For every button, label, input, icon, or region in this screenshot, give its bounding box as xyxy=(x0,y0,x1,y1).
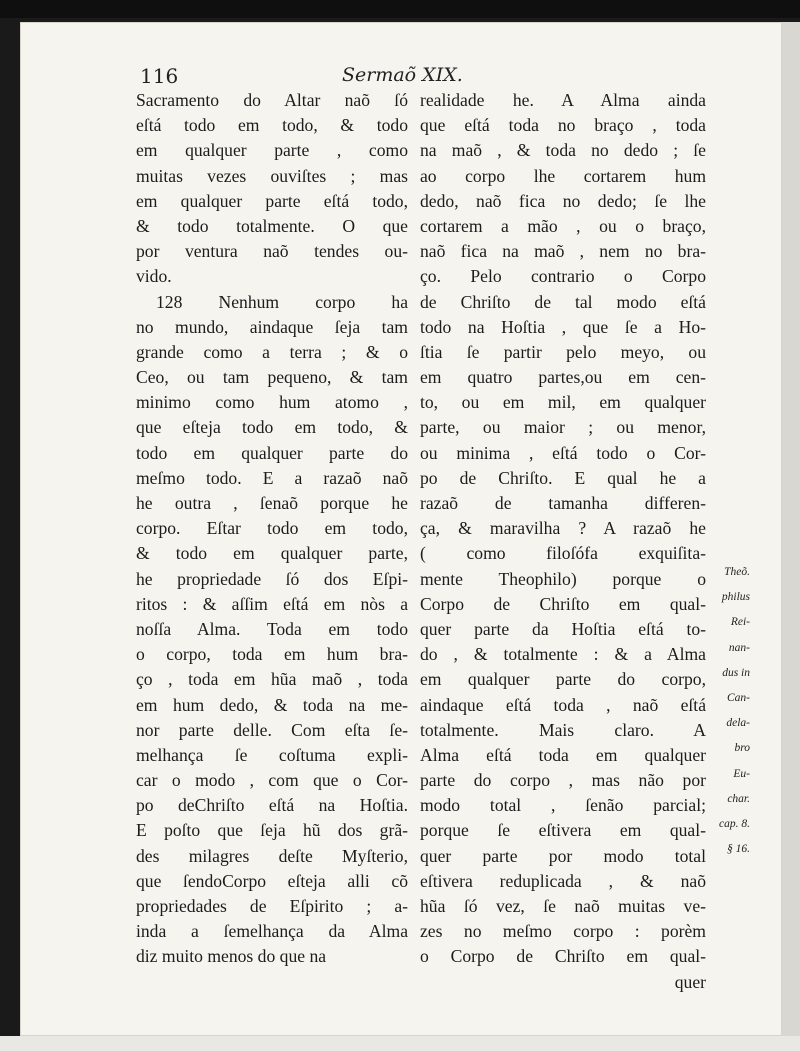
marginal-note xyxy=(690,560,750,862)
text-line: noſſa Alma. Toda em todo xyxy=(136,618,408,639)
text-line: eſtá todo em todo, & todo xyxy=(136,115,408,136)
page-edge-shadow xyxy=(782,22,800,1036)
text-line: em qualquer parte do corpo, xyxy=(420,669,706,690)
marginal-note-line: char. xyxy=(727,792,750,805)
text-line: ſtia ſe partir pelo meyo, ou xyxy=(420,341,706,362)
text-line: em quatro partes,ou em cen- xyxy=(420,367,706,388)
text-line: ça, & maravilha ? A razaõ he xyxy=(420,518,706,539)
text-line: ou minima , eſtá todo o Cor- xyxy=(420,442,706,463)
page-number: 116 xyxy=(140,64,179,88)
marginal-note-line: dela- xyxy=(726,717,750,730)
text-line: totalmente. Mais claro. A xyxy=(420,719,706,740)
text-line: nor parte delle. Com eſta ſe- xyxy=(136,719,408,740)
marginal-note-line: Theõ. xyxy=(724,566,750,578)
text-line: melhança ſe coſtuma expli- xyxy=(136,744,408,765)
text-line: de Chriſto de tal modo eſtá xyxy=(420,291,706,312)
text-line: meſmo todo. E a razaõ naõ xyxy=(136,467,408,488)
text-line: corpo. Eſtar todo em todo, xyxy=(136,518,408,539)
text-line: po de Chriſto. E qual he a xyxy=(420,467,706,488)
text-line: ( como filoſófa exquiſita- xyxy=(420,543,706,564)
text-line: aindaque eſtá toda , naõ eſtá xyxy=(420,694,706,715)
marginal-note-line: Eu- xyxy=(733,767,750,780)
marginal-note-line: dus in xyxy=(722,666,750,679)
text-line: to, ou em mil, em qualquer xyxy=(420,392,706,413)
text-line: Ceo, ou tam pequeno, & tam xyxy=(136,367,408,388)
marginal-note-line: bro xyxy=(734,742,750,755)
text-line: dedo, naõ fica no dedo; ſe lhe xyxy=(420,190,706,211)
text-line: o corpo, toda em hum bra- xyxy=(136,644,408,665)
text-line: que ſendoCorpo eſteja alli cõ xyxy=(136,870,408,891)
text-line: eſtivera reduplicada , & naõ xyxy=(420,870,706,891)
text-line: razaõ de tamanha differen- xyxy=(420,493,706,513)
text-line: car o modo , com que o Cor- xyxy=(136,770,408,791)
text-line: des milagres deſte Myſterio, xyxy=(136,845,408,866)
text-line: o Corpo de Chriſto em qual- xyxy=(420,946,706,967)
book-page xyxy=(20,22,782,1036)
text-line: quer parte por modo total xyxy=(420,845,706,866)
running-title: Sermaõ XIX. xyxy=(342,64,463,86)
text-line: zes no meſmo corpo : porèm xyxy=(420,921,706,942)
text-line: parte do corpo , mas não por xyxy=(420,770,706,791)
text-line: parte, ou maior ; ou menor, xyxy=(420,417,706,438)
text-line: naõ fica na maõ , nem no bra- xyxy=(420,241,706,262)
text-line: grande como a terra ; & o xyxy=(136,341,408,362)
text-line: diz muito menos do que na xyxy=(136,946,327,967)
text-column-left xyxy=(136,88,408,970)
text-line: & todo em qualquer parte, xyxy=(136,543,408,564)
text-line: ço. Pelo contrario o Corpo xyxy=(420,266,706,287)
text-line: modo total , ſenão parcial; xyxy=(420,795,706,816)
text-line: mente Theophilo) porque o xyxy=(420,568,706,589)
text-line: he propriedade ſó dos Eſpi- xyxy=(136,568,408,589)
text-line: porque ſe eſtivera em qual- xyxy=(420,820,706,841)
text-line: & todo totalmente. O que xyxy=(136,215,408,236)
marginal-note-line: philus xyxy=(721,591,750,604)
text-line: todo em qualquer parte do xyxy=(136,442,408,463)
text-line: em hum dedo, & toda na me- xyxy=(136,694,408,715)
text-line: ritos : & aſſim eſtá em nòs a xyxy=(136,593,408,614)
text-line: no mundo, aindaque ſeja tam xyxy=(136,316,408,337)
text-line: realidade he. A Alma ainda xyxy=(420,90,706,110)
text-line: vido. xyxy=(136,266,172,287)
text-line: Alma eſtá toda em qualquer xyxy=(420,744,706,765)
text-line: E poſto que ſeja hũ dos grã- xyxy=(136,820,408,841)
text-line: propriedades de Eſpirito ; a- xyxy=(136,896,408,916)
text-line: na maõ , & toda no dedo ; ſe xyxy=(420,140,706,161)
text-line: 128 Nenhum corpo ha xyxy=(156,291,408,312)
text-line: ao corpo lhe cortarem hum xyxy=(420,165,706,186)
text-line: quer parte da Hoſtia eſtá to- xyxy=(420,618,706,639)
text-line: em qualquer parte eſtá todo, xyxy=(136,190,408,211)
scan-border-top xyxy=(0,0,800,18)
text-line: cortarem a mão , ou o braço, xyxy=(420,215,706,236)
text-line: muitas vezes ouviſtes ; mas xyxy=(136,165,408,186)
text-line: que eſteja todo em todo, & xyxy=(136,417,408,438)
text-line: quer xyxy=(674,971,706,992)
text-line: em qualquer parte , como xyxy=(136,140,408,161)
marginal-note-line: cap. 8. xyxy=(719,817,750,830)
text-line: hũa ſó vez, ſe naõ muitas ve- xyxy=(420,896,706,916)
marginal-note-line: Rei- xyxy=(730,616,750,629)
scan-border-bottom xyxy=(0,1036,800,1051)
text-line: Corpo de Chriſto em qual- xyxy=(420,593,706,614)
marginal-note-line: Can- xyxy=(727,691,750,704)
text-line: todo na Hoſtia , que ſe a Ho- xyxy=(420,316,706,337)
marginal-note-line: nan- xyxy=(728,641,750,654)
text-line: po deChriſto eſtá na Hoſtia. xyxy=(136,795,408,816)
text-column-right xyxy=(420,88,706,995)
text-line: do , & totalmente : & a Alma xyxy=(420,644,706,665)
text-line: que eſtá toda no braço , toda xyxy=(420,115,706,136)
text-line: minimo como hum atomo , xyxy=(136,392,408,413)
text-line: por ventura naõ tendes ou- xyxy=(136,241,408,262)
text-line: ço , toda em hũa maõ , toda xyxy=(136,669,408,690)
text-line: he outra , ſenaõ porque he xyxy=(136,493,408,513)
text-line: inda a ſemelhança da Alma xyxy=(136,921,408,942)
marginal-note-line: § 16. xyxy=(727,843,750,856)
text-line: Sacramento do Altar naõ ſó xyxy=(136,90,408,110)
